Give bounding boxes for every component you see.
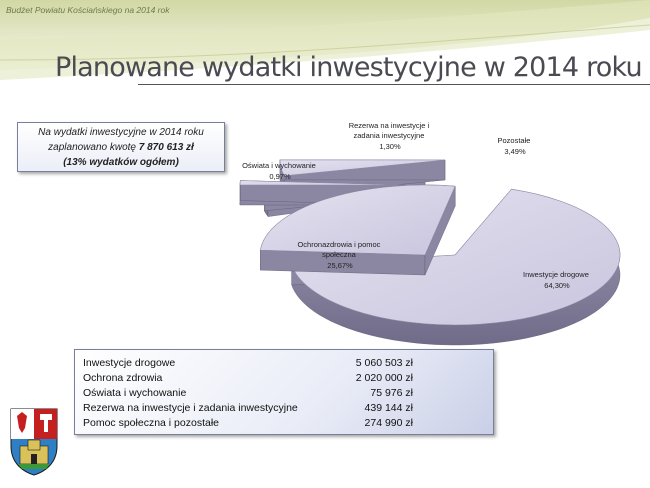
table-row [75,401,493,416]
table-row-amount: 439 144 zł [364,402,413,414]
label-pozostale-value: 3,49% [504,147,526,156]
table-row-amount: 274 990 zł [364,417,413,429]
coat-of-arms-icon [8,406,60,476]
page-title: Planowane wydatki inwestycyjne w 2014 roku [55,52,642,83]
label-drogowe-name: Inwestycje drogowe [523,270,589,279]
label-ochrona-value: 25,67% [327,261,353,270]
label-rezerwa-line1: Rezerwa na inwestycje i [348,121,430,130]
label-pozostale [497,136,532,156]
table-row-label: Ochrona zdrowia [83,372,163,384]
info-line-3-text: (13% wydatków ogółem) [63,157,179,168]
label-pozostale-name: Pozostałe [497,136,531,145]
table-row-label: Pomoc społeczna i pozostałe [83,417,219,429]
label-ochrona-line2: społeczna [322,250,356,259]
label-oswiata-name: Oświata i wychowanie [242,161,316,170]
table-row [75,356,493,371]
label-drogowe-value: 64,30% [544,281,570,290]
info-line-2-prefix: zaplanowano kwotę [48,142,139,153]
label-rezerwa [349,121,432,151]
table-row [75,386,493,401]
table-row [75,371,493,386]
table-row-label: Inwestycje drogowe [83,357,176,369]
label-oswiata-value: 0,97% [269,172,291,181]
label-rezerwa-value: 1,30% [379,142,401,151]
table-row-amount: 75 976 zł [370,387,413,399]
header-text: Budżet Powiatu Kościańskiego na 2014 rok [6,5,170,15]
table-row-label: Oświata i wychowanie [83,387,187,399]
label-rezerwa-line2: zadania inwestycyjne [353,131,425,140]
table-row [75,416,493,431]
table-row-label: Rezerwa na inwestycje i zadania inwestycyjne [83,402,298,414]
table-row-amount: 2 020 000 zł [355,372,413,384]
info-line-1: Na wydatki inwestycyjne w 2014 roku [38,127,204,138]
info-amount: 7 870 613 zł [138,142,194,153]
label-ochrona-line1: Ochronazdrowia i pomoc [297,240,381,249]
amounts-table [74,349,494,435]
table-row-amount: 5 060 503 zł [355,357,413,369]
